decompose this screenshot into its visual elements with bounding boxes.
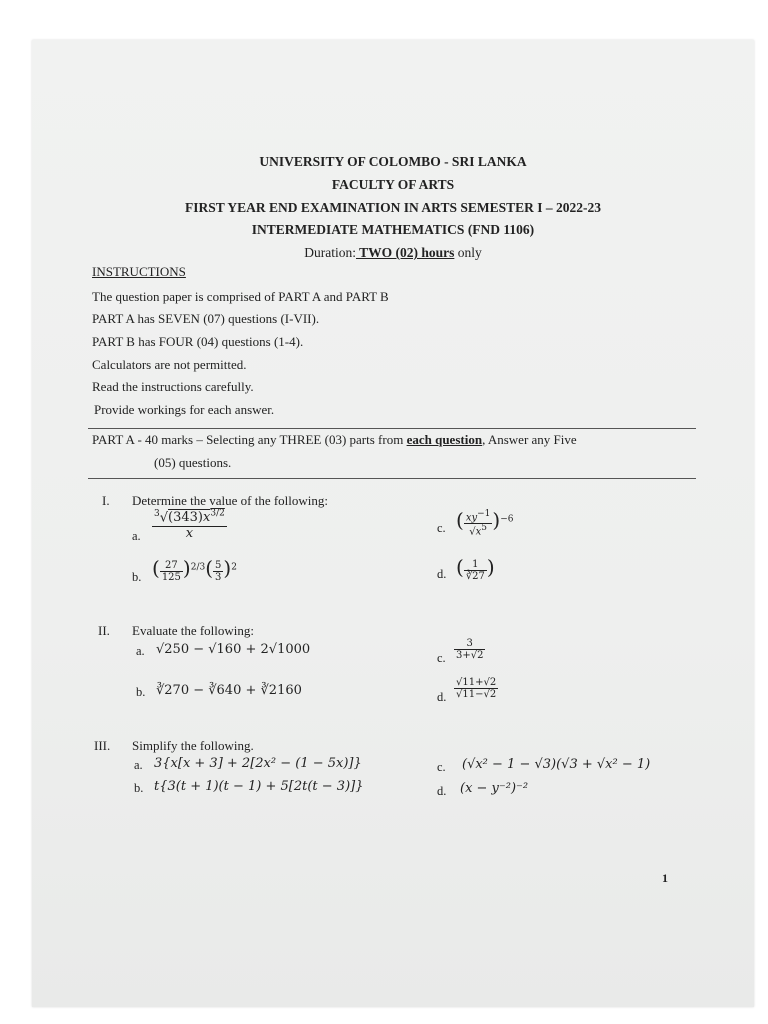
q1a-expression: $\frac{^3√(343)x^{3/2}}{x}$ xyxy=(154,509,225,541)
q2-number: II. xyxy=(98,623,110,638)
instruction-line-1: The question paper is comprised of PART A and PART B xyxy=(92,289,389,304)
instruction-line-4: Calculators are not permitted. xyxy=(92,357,247,372)
q1a-label: a. xyxy=(132,529,141,543)
part-a-prefix: PART A - 40 marks – Selecting any THREE (03) parts from xyxy=(92,432,407,447)
divider-top xyxy=(88,428,696,429)
q3a-label: a. xyxy=(134,758,143,772)
q3d-label: d. xyxy=(437,784,447,798)
q2b-expression: ∛270 − ∛640 + ∛2160 xyxy=(156,683,302,698)
instructions-title: INSTRUCTIONS xyxy=(92,264,186,279)
q3a-expression: 3{x[x + 3] + 2[2x² − (1 − 5x)]} xyxy=(154,756,362,771)
q3-title: Simplify the following. xyxy=(132,738,254,753)
q2c-expression: $\frac{3}{3+√2}$ xyxy=(456,638,484,661)
q2b-label: b. xyxy=(136,685,146,699)
q2a-expression: √250 − √160 + 2√1000 xyxy=(156,642,311,657)
part-a-line-1 xyxy=(92,432,577,448)
q3b-expression: t{3(t + 1)(t − 1) + 5[2t(t − 3)]} xyxy=(154,779,364,794)
university-title: UNIVERSITY OF COLOMBO - SRI LANKA xyxy=(259,154,527,169)
divider-bottom xyxy=(88,478,696,479)
q1d-label: d. xyxy=(437,567,447,581)
course-title: INTERMEDIATE MATHEMATICS (FND 1106) xyxy=(251,222,535,237)
q1b-label: b. xyxy=(132,570,142,584)
instruction-line-3: PART B has FOUR (04) questions (1-4). xyxy=(92,334,304,349)
part-a-underlined: each question xyxy=(406,432,483,447)
q1-number: I. xyxy=(102,493,110,508)
q1d-expression: ( $\frac{1}{∛27}$ ) xyxy=(456,555,495,582)
q1c-expression: ( $\frac{xy-1}{√x5}$ )$^{-6}$ xyxy=(456,508,514,538)
q3d-expression: (x − y⁻²)⁻² xyxy=(460,781,529,796)
q2c-label: c. xyxy=(437,651,446,665)
instruction-line-5: Read the instructions carefully. xyxy=(92,379,254,394)
part-a-suffix: , Answer any Five xyxy=(482,432,577,447)
duration-prefix: Duration: xyxy=(304,245,356,260)
q2-title: Evaluate the following: xyxy=(132,623,255,638)
faculty-title: FACULTY OF ARTS xyxy=(331,177,455,192)
q1c-label: c. xyxy=(437,521,446,535)
part-a-line-2: (05) questions. xyxy=(154,455,232,470)
q2a-label: a. xyxy=(136,644,145,658)
page-number: 1 xyxy=(662,871,668,885)
q2d-expression: $\frac{√11+√2}{√11-√2}$ xyxy=(456,677,497,700)
exam-paper xyxy=(32,40,754,1007)
q3c-expression: (√x² − 1 − √3)(√3 + √x² − 1) xyxy=(462,757,651,772)
duration-suffix: only xyxy=(454,245,482,260)
duration-line xyxy=(32,245,754,261)
duration-value: TWO (02) hours xyxy=(355,245,455,260)
q3-number: III. xyxy=(94,738,111,753)
q1b-expression: ( $\frac{27}{125}$ )$^{2/3}$( $\frac{5}{3}$ )$^2$ xyxy=(152,556,237,583)
exam-title: FIRST YEAR END EXAMINATION IN ARTS SEMESTER I – 2022-23 xyxy=(185,200,601,215)
instruction-line-2: PART A has SEVEN (07) questions (I-VII). xyxy=(92,311,320,326)
q3b-label: b. xyxy=(134,781,144,795)
q3c-label: c. xyxy=(437,760,446,774)
instruction-line-6: Provide workings for each answer. xyxy=(94,402,275,417)
q2d-label: d. xyxy=(437,690,447,704)
q1-title: Determine the value of the following: xyxy=(132,493,329,508)
